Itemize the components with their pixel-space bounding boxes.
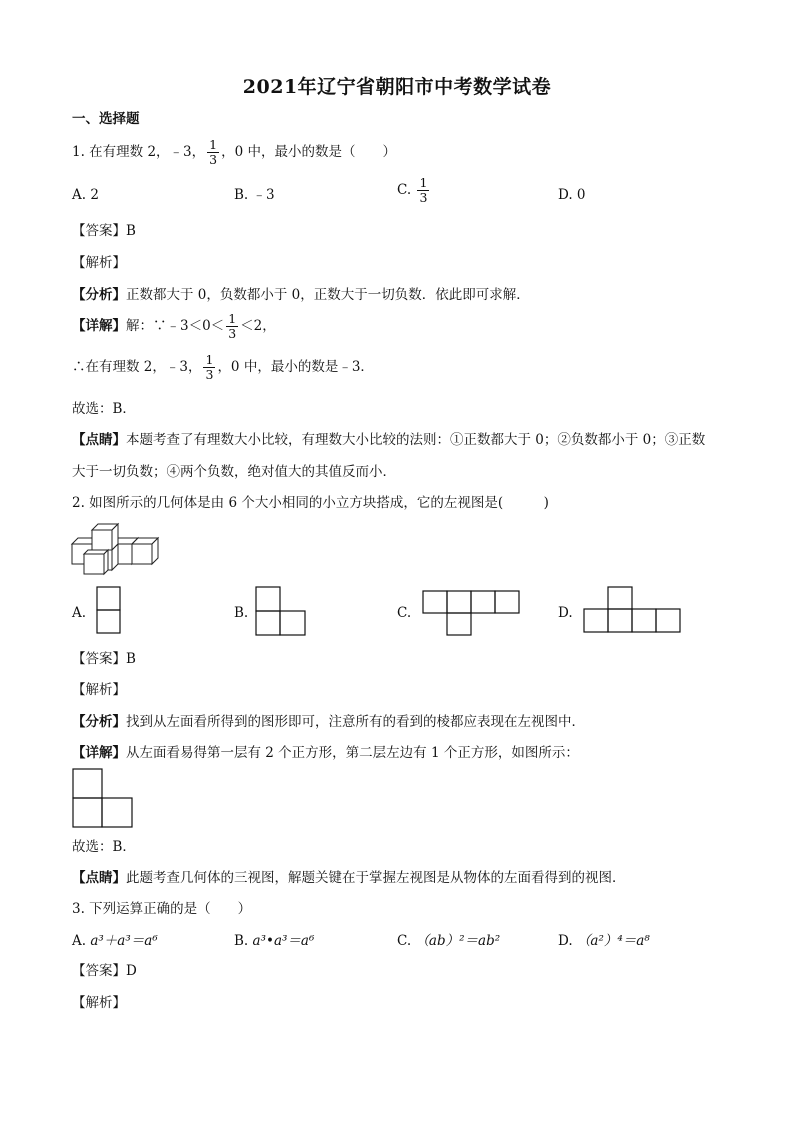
detail-tag: 【详解】 [72,318,126,334]
q1-option-d: D. 0 [558,187,586,203]
section-heading: 一、选择题 [72,111,140,127]
q2-option-c: C. [397,605,412,621]
fraction-denominator: 3 [205,367,214,382]
q3-option-d [558,932,650,950]
q1-detail [72,312,276,341]
q2-choose: 故选：B． [72,839,136,855]
q1-option-c [397,176,431,205]
q1-detail-line2-fraction [203,353,215,382]
q2-answer: 【答案】B [72,651,136,667]
q3-option-c-expression: （ab）²＝ab² [415,933,501,949]
q1-stem-text-a: 1. 在有理数 2，﹣3， [72,144,206,160]
q1-comment-line1 [72,431,705,449]
comment-text: 本题考查了有理数大小比较，有理数大小比较的法则：①正数都大于 0；②负数都小于 0；③正数 [126,432,706,448]
q2-option-c-figure [422,590,520,636]
q1-fenxi [72,286,530,304]
q3-option-c [397,932,500,950]
detail-tag: 【详解】 [72,745,126,761]
q2-analysis: 【解析】 [72,682,126,698]
fraction-numerator: 1 [205,352,214,367]
q1-stem-text-b: ，0 中，最小的数是（ ） [221,144,396,160]
q2-stem: 2. 如图所示的几何体是由 6 个大小相同的小立方块搭成，它的左视图是( ) [72,495,549,511]
q2-option-d: D. [558,605,573,621]
q1-option-a: A. 2 [72,187,99,203]
q3-option-b-label: B. [234,933,249,949]
q2-fenxi [72,713,585,731]
detail-text-a: 解：∵﹣3＜0＜ [126,318,225,334]
fraction-denominator: 3 [209,152,218,167]
q2-option-b: B. [234,605,249,621]
q3-option-b [234,932,314,950]
q1-stem [72,138,396,167]
q3-answer: 【答案】D [72,963,137,979]
q1-option-b: B. ﹣3 [234,187,275,203]
q1-option-c-fraction [417,176,429,205]
fraction-denominator: 3 [419,190,428,205]
q1-stem-fraction [207,138,219,167]
fraction-numerator: 1 [209,137,218,152]
q2-option-a-figure [96,586,122,634]
q3-analysis: 【解析】 [72,995,126,1011]
q3-option-c-label: C. [397,933,412,949]
q2-solid-figure [72,522,164,574]
q2-comment [72,869,626,887]
comment-tag: 【点睛】 [72,870,126,886]
detail-line2-text-b: ，0 中，最小的数是﹣3． [217,359,374,375]
q2-answer-figure [72,768,134,828]
detail-text: 从左面看易得第一层有 2 个正方形，第二层左边有 1 个正方形，如图所示： [126,745,579,761]
q3-option-a-label: A. [72,933,87,949]
q1-comment-line2: 大于一切负数；④两个负数，绝对值大的其值反而小． [72,464,396,480]
page-title: 2021年辽宁省朝阳市中考数学试卷 [242,76,552,98]
fraction-numerator: 1 [419,175,428,190]
q1-answer: 【答案】B [72,223,136,239]
q3-option-a-expression: a³＋a³＝a⁶ [90,933,158,949]
q1-analysis: 【解析】 [72,255,126,271]
q1-option-c-label: C. [397,182,412,198]
q2-option-b-figure [255,586,307,636]
q2-detail [72,744,579,762]
comment-text: 此题考查几何体的三视图，解题关键在于掌握左视图是从物体的左面看得到的视图． [126,870,626,886]
q3-option-d-label: D. [558,933,573,949]
fenxi-tag: 【分析】 [72,287,126,303]
fenxi-text: 找到从左面看所得到的图形即可，注意所有的看到的棱都应表现在左视图中． [126,714,585,730]
q3-option-a [72,932,158,950]
fraction-numerator: 1 [228,311,237,326]
q3-option-b-expression: a³•a³＝a⁶ [252,933,315,949]
detail-line2-text-a: ∴在有理数 2，﹣3， [72,359,202,375]
detail-text-b: ＜2， [240,318,276,334]
fraction-denominator: 3 [228,326,237,341]
q1-detail-fraction [226,312,238,341]
q2-option-d-figure [583,586,681,634]
q1-detail-line2 [72,353,374,382]
q3-stem: 3. 下列运算正确的是（ ） [72,901,252,917]
fenxi-tag: 【分析】 [72,714,126,730]
fenxi-text: 正数都大于 0，负数都小于 0，正数大于一切负数．依此即可求解． [126,287,530,303]
q2-option-a: A. [72,605,87,621]
q3-option-d-expression: （a²）⁴＝a⁸ [576,933,650,949]
comment-tag: 【点睛】 [72,432,126,448]
q1-choose: 故选：B． [72,401,136,417]
